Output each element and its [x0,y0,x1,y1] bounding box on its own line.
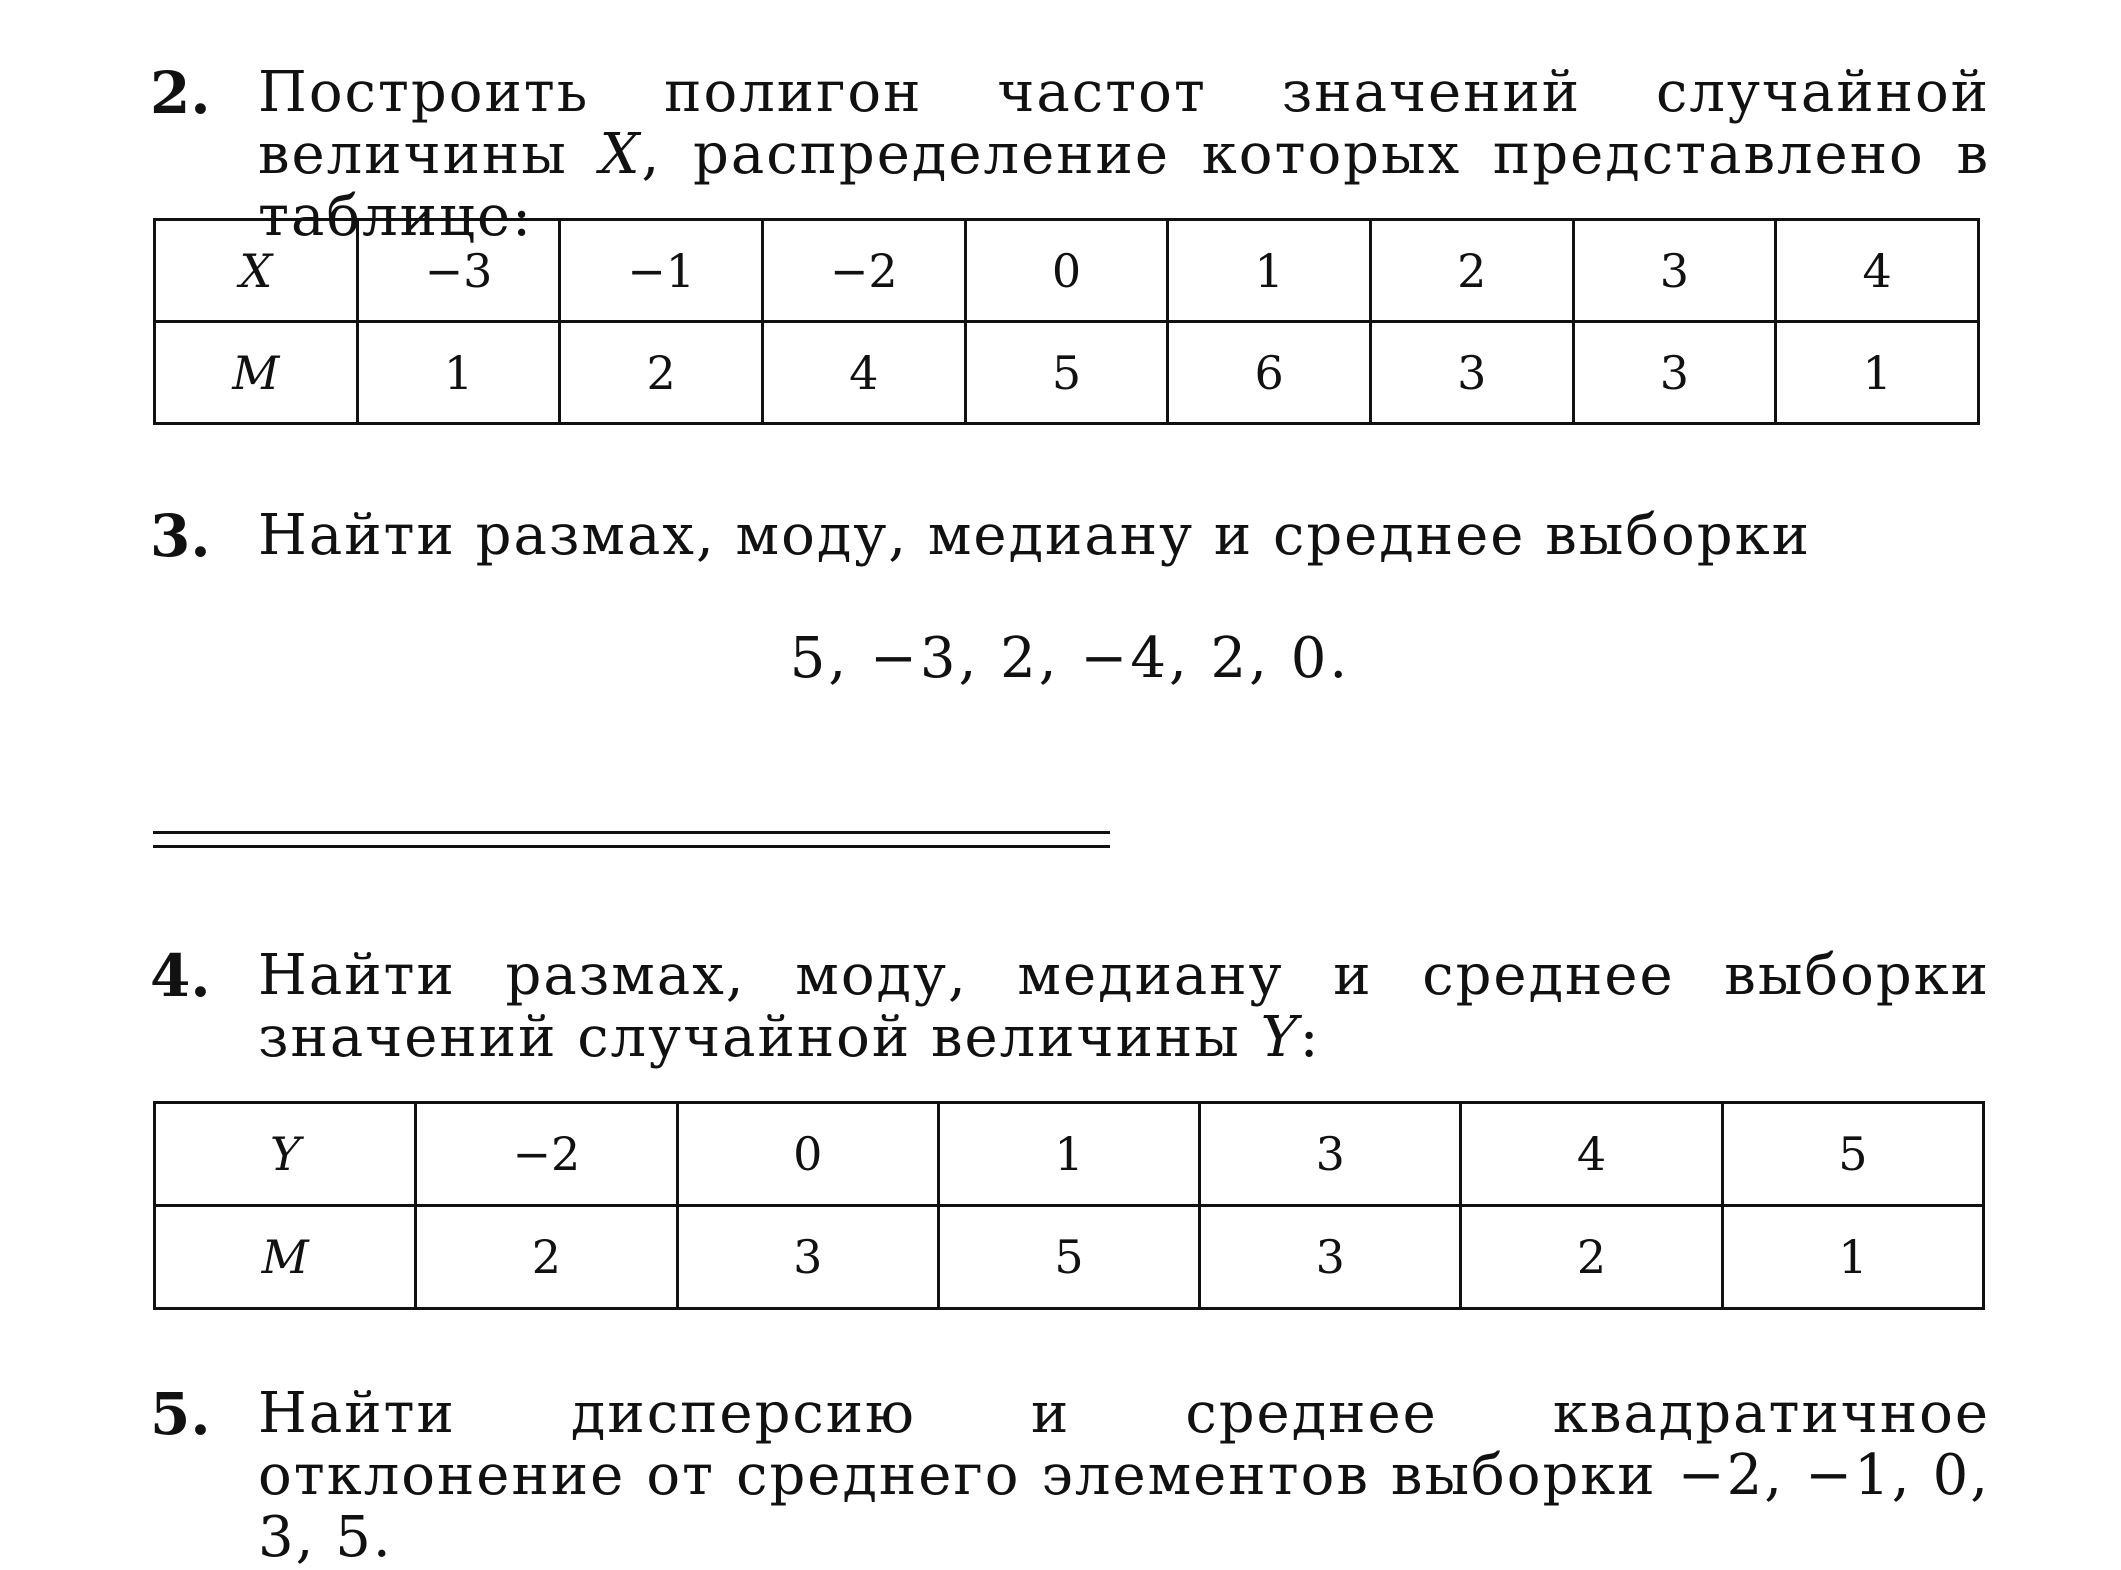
table-cell: 3 [1573,220,1776,322]
distribution-table-x [153,218,1980,425]
problem-5 [150,1380,1990,1570]
problem-5-number: 5. [150,1380,211,1448]
problem-4-text-before: Найти размах, моду, медиану и среднее выборки значений случайной величины [258,943,1990,1070]
table-cell: 3 [1573,322,1776,424]
table-cell: 5 [965,322,1168,424]
table-cell: 3 [1370,322,1573,424]
problem-3-sample: 5, −3, 2, −4, 2, 0. [789,626,1351,691]
table-x-row-frequencies [155,322,1979,424]
table-cell: −2 [416,1103,677,1206]
table-cell: X [155,220,358,322]
table-cell: 1 [357,322,560,424]
problem-4-text-after: : [1299,1005,1321,1070]
table-cell: 4 [1776,220,1979,322]
problem-5-text: Найти дисперсию и среднее квадратичное отклонение от среднего элементов выборки −2, −1, 0, 3, 5. [258,1381,1990,1570]
table-cell: 2 [1461,1206,1722,1309]
problem-4-variable: Y [1260,1005,1300,1070]
problem-3-text: Найти размах, моду, медиану и среднее выборки [258,503,1811,568]
table-cell: 1 [1776,322,1979,424]
table-cell: 1 [938,1103,1199,1206]
separator-rule-bottom [153,845,1110,848]
table-cell: 5 [1722,1103,1983,1206]
table-cell: 1 [1168,220,1371,322]
table-cell: 0 [965,220,1168,322]
problem-2 [150,59,1991,249]
table-cell: 3 [1200,1206,1461,1309]
table-cell: 2 [416,1206,677,1309]
table-cell: 2 [560,322,763,424]
table-cell: 4 [762,322,965,424]
table-cell: M [155,1206,416,1309]
table-cell: 3 [677,1206,938,1309]
table-cell: −1 [560,220,763,322]
problem-2-text-after: , распределение которых представлено в таблице: [258,122,1991,249]
table-cell: −3 [357,220,560,322]
table-cell: 1 [1722,1206,1983,1309]
table-cell: Y [155,1103,416,1206]
table-cell: 5 [938,1206,1199,1309]
table-cell: 4 [1461,1103,1722,1206]
problem-2-variable: X [599,122,642,187]
table-cell: M [155,322,358,424]
problem-2-text-before: Построить полигон частот значений случайной величины [258,60,1990,187]
table-cell: 0 [677,1103,938,1206]
distribution-table-y [153,1101,1985,1310]
problem-2-number: 2. [150,59,211,127]
separator-rule-top [153,831,1110,834]
table-cell: 6 [1168,322,1371,424]
table-y-row-values [155,1103,1984,1206]
table-cell: 2 [1370,220,1573,322]
problem-3 [150,502,1990,575]
table-y-row-frequencies [155,1206,1984,1309]
problem-4-text [258,945,1990,1069]
table-cell: −2 [762,220,965,322]
table-cell: 3 [1200,1103,1461,1206]
problem-3-number: 3. [150,502,211,570]
table-x-row-values [155,220,1979,322]
problem-4-number: 4. [150,942,211,1010]
problem-4 [150,942,1990,1075]
